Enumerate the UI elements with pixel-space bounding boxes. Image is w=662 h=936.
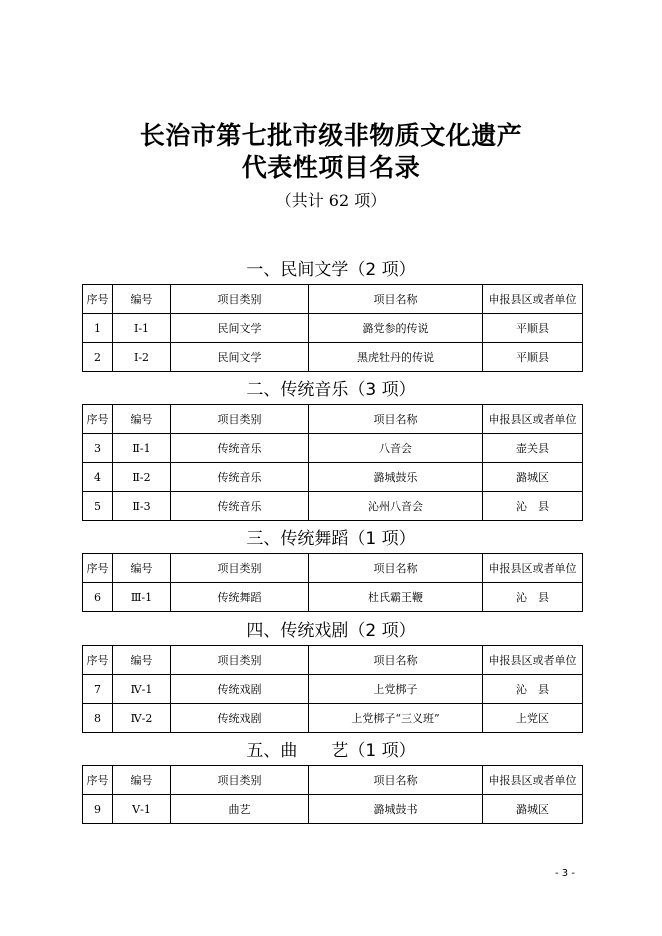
header-unit: 申报县区或者单位	[483, 285, 583, 314]
cell-unit: 沁 县	[483, 675, 583, 704]
table-row	[83, 463, 583, 492]
cell-name: 沁州八音会	[309, 492, 483, 521]
cell-category: 民间文学	[171, 343, 309, 372]
cell-code: Ⅰ-1	[113, 314, 171, 343]
table-traditional-dance	[82, 553, 583, 612]
cell-seq: 4	[83, 463, 113, 492]
table-folk-literature	[82, 284, 583, 372]
table-header-row	[83, 554, 583, 583]
header-seq: 序号	[83, 766, 113, 795]
header-unit: 申报县区或者单位	[483, 646, 583, 675]
table-quyi	[82, 765, 583, 824]
cell-seq: 3	[83, 434, 113, 463]
section-heading-traditional-dance: 三、传统舞蹈（1 项）	[246, 529, 416, 549]
cell-seq: 5	[83, 492, 113, 521]
cell-code: Ⅱ-1	[113, 434, 171, 463]
table-row	[83, 583, 583, 612]
cell-code: Ⅱ-3	[113, 492, 171, 521]
cell-unit: 壶关县	[483, 434, 583, 463]
cell-code: Ⅴ-1	[113, 795, 171, 824]
cell-seq: 7	[83, 675, 113, 704]
page-number: - 3 -	[555, 868, 575, 879]
section-heading-traditional-music: 二、传统音乐（3 项）	[246, 380, 416, 400]
header-code: 编号	[113, 646, 171, 675]
table-row	[83, 343, 583, 372]
cell-code: Ⅰ-2	[113, 343, 171, 372]
table-row	[83, 492, 583, 521]
cell-unit: 平顺县	[483, 314, 583, 343]
header-name: 项目名称	[309, 405, 483, 434]
cell-seq: 9	[83, 795, 113, 824]
cell-code: Ⅲ-1	[113, 583, 171, 612]
table-row	[83, 314, 583, 343]
document-title-line1: 长治市第七批市级非物质文化遗产	[139, 121, 523, 150]
cell-category: 民间文学	[171, 314, 309, 343]
header-seq: 序号	[83, 405, 113, 434]
cell-seq: 6	[83, 583, 113, 612]
cell-unit: 潞城区	[483, 463, 583, 492]
cell-unit: 平顺县	[483, 343, 583, 372]
table-header-row	[83, 285, 583, 314]
cell-category: 传统音乐	[171, 492, 309, 521]
cell-name: 杜氏霸王鞭	[309, 583, 483, 612]
cell-code: Ⅱ-2	[113, 463, 171, 492]
cell-code: Ⅳ-1	[113, 675, 171, 704]
cell-name: 潞城鼓书	[309, 795, 483, 824]
header-name: 项目名称	[309, 646, 483, 675]
section-heading-quyi: 五、曲 艺（1 项）	[246, 741, 416, 761]
table-row	[83, 704, 583, 733]
cell-name: 潞党参的传说	[309, 314, 483, 343]
table-header-row	[83, 766, 583, 795]
header-unit: 申报县区或者单位	[483, 405, 583, 434]
header-category: 项目类别	[171, 766, 309, 795]
cell-name: 八音会	[309, 434, 483, 463]
cell-category: 传统音乐	[171, 434, 309, 463]
cell-name: 上党梆子“三义班”	[309, 704, 483, 733]
cell-seq: 1	[83, 314, 113, 343]
section-heading-traditional-opera: 四、传统戏剧（2 项）	[246, 621, 416, 641]
table-traditional-opera	[82, 645, 583, 733]
cell-unit: 潞城区	[483, 795, 583, 824]
cell-category: 传统音乐	[171, 463, 309, 492]
cell-name: 潞城鼓乐	[309, 463, 483, 492]
cell-category: 传统戏剧	[171, 675, 309, 704]
cell-unit: 沁 县	[483, 492, 583, 521]
cell-name: 黑虎牡丹的传说	[309, 343, 483, 372]
table-traditional-music	[82, 404, 583, 521]
header-category: 项目类别	[171, 405, 309, 434]
header-unit: 申报县区或者单位	[483, 766, 583, 795]
header-code: 编号	[113, 405, 171, 434]
cell-name: 上党梆子	[309, 675, 483, 704]
header-unit: 申报县区或者单位	[483, 554, 583, 583]
header-name: 项目名称	[309, 554, 483, 583]
document-title-line2: 代表性项目名录	[241, 153, 421, 182]
header-code: 编号	[113, 766, 171, 795]
cell-code: Ⅳ-2	[113, 704, 171, 733]
cell-unit: 上党区	[483, 704, 583, 733]
cell-category: 传统舞蹈	[171, 583, 309, 612]
cell-category: 传统戏剧	[171, 704, 309, 733]
cell-unit: 沁 县	[483, 583, 583, 612]
header-category: 项目类别	[171, 646, 309, 675]
cell-category: 曲艺	[171, 795, 309, 824]
table-header-row	[83, 646, 583, 675]
table-row	[83, 434, 583, 463]
total-count: （共计 62 项）	[275, 191, 387, 210]
header-name: 项目名称	[309, 766, 483, 795]
header-category: 项目类别	[171, 285, 309, 314]
cell-seq: 8	[83, 704, 113, 733]
table-header-row	[83, 405, 583, 434]
section-heading-folk-literature: 一、民间文学（2 项）	[246, 260, 416, 280]
header-name: 项目名称	[309, 285, 483, 314]
table-row	[83, 795, 583, 824]
header-seq: 序号	[83, 554, 113, 583]
cell-seq: 2	[83, 343, 113, 372]
header-category: 项目类别	[171, 554, 309, 583]
header-code: 编号	[113, 554, 171, 583]
header-seq: 序号	[83, 285, 113, 314]
header-seq: 序号	[83, 646, 113, 675]
table-row	[83, 675, 583, 704]
header-code: 编号	[113, 285, 171, 314]
